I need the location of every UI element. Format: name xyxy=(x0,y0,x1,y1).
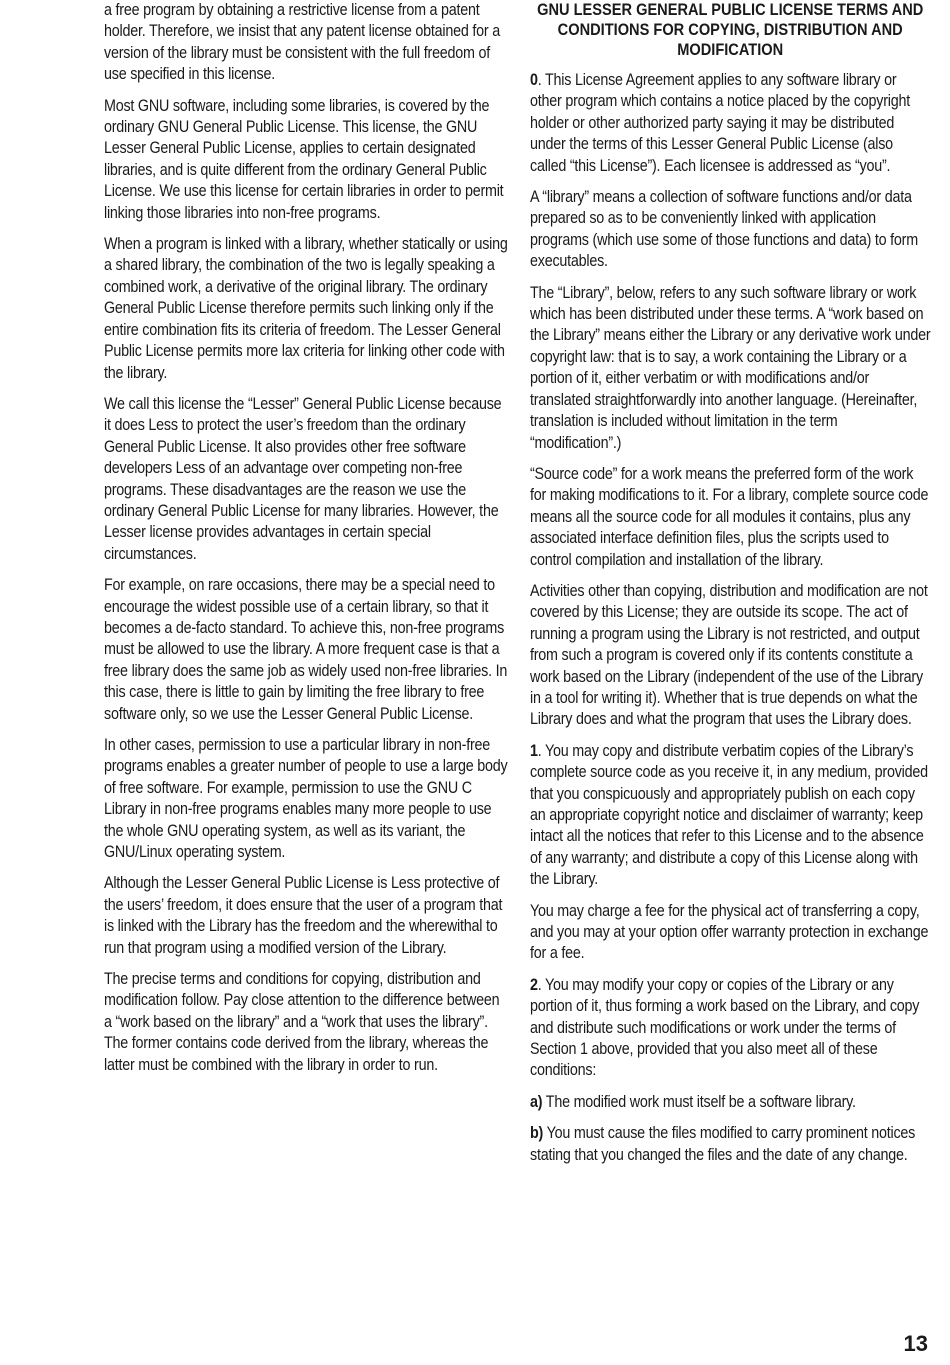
license-section-0 xyxy=(530,70,930,177)
license-paragraph xyxy=(530,581,930,731)
section-number: 0 xyxy=(530,71,538,89)
paragraph: a free program by obtaining a restrictive license from a patent holder. Therefore, we insist that any patent license obtained for a version of the library must be consistent with the full freedom of use specified in this license. xyxy=(104,1,500,84)
paragraph: The precise terms and conditions for copying, distribution and modification follow. Pay close attention to the difference between a “work based on the library” and a “work that uses the library”. The former contains code derived from the library, whereas the latter must be combined with the library in order to run. xyxy=(104,970,500,1074)
section-text: A “library” means a collection of software functions and/or data prepared so as to be conveniently linked with application programs (which use some of those functions and data) to form executables. xyxy=(530,188,918,271)
license-section-2 xyxy=(530,975,930,1082)
license-condition-b xyxy=(530,1123,930,1166)
license-condition-a xyxy=(530,1092,930,1113)
section-text: Activities other than copying, distribution and modification are not covered by this License; they are outside its scope. The act of running a program using the Library is not restricted, and output from such a program is covered only if its contents constitute a work based on the Library (independent of the use of the Library in a tool for writing it). Whether that is true depends on what the Library does and what the program that uses the Library does. xyxy=(530,581,928,729)
section-text: You must cause the files modified to carry prominent notices stating that you changed the files and the date of any change. xyxy=(530,1124,916,1164)
section-text: . You may modify your copy or copies of the Library or any portion of it, thus forming a work based on the Library, and copy and distribute such modifications or work under the terms of Section 1 above, provided that you also meet all of these conditions: xyxy=(530,975,920,1080)
license-section-1 xyxy=(530,741,930,891)
page-number: 13 xyxy=(903,1331,928,1356)
paragraph: Although the Lesser General Public License is Less protective of the users’ freedom, it does ensure that the user of a program that is linked with the Library has the freedom and the wherewithal to run that program using a modified version of the Library. xyxy=(104,874,503,957)
section-number: 2 xyxy=(530,975,538,994)
condition-label: a) xyxy=(530,1092,543,1111)
section-text: The “Library”, below, refers to any such software library or work which has been distributed under these terms. A “work based on the Library” means either the Library or any derivative work under copyright law: that is to say, a work containing the Library or a portion of it, either verbatim or with modifications and/or translated straightforwardly into another language. (Hereinafter, translation is included without limitation in the term “modification”.) xyxy=(530,283,931,452)
section-text: . You may copy and distribute verbatim copies of the Library’s complete source code as you receive it, in any medium, provided that you conspicuously and appropriately publish on each copy an appropriate copyright notice and disclaimer of warranty; keep intact all the notices that refer to this License and to the absence of any warranty; and distribute a copy of this License along with the Library. xyxy=(530,741,928,889)
section-text: . This License Agreement applies to any software library or other program which contains a notice placed by the copyright holder or other authorized party saying it may be distributed under the terms of this Lesser General Public License (also called “this License”). Each licensee is addressed as “you”. xyxy=(530,71,911,175)
paragraph: When a program is linked with a library, whether statically or using a shared library, the combination of the two is legally speaking a combined work, a derivative of the original library. The ordinary General Public License therefore permits such linking only if the entire combination fits its criteria of freedom. The Lesser General Public License permits more lax criteria for linking other code with the library. xyxy=(104,235,508,382)
license-paragraph xyxy=(530,187,930,273)
license-paragraph xyxy=(530,464,930,571)
license-paragraph xyxy=(530,283,930,454)
right-column xyxy=(530,0,930,1176)
left-column xyxy=(104,0,509,1086)
section-heading: GNU LESSER GENERAL PUBLIC LICENSE TERMS AND CONDITIONS FOR COPYING, DISTRIBUTION AND MODIFICATION xyxy=(537,0,924,59)
paragraph: We call this license the “Lesser” General Public License because it does Less to protect the user’s freedom than the ordinary General Public License. It also provides other free software developers Less of an advantage over competing non-free programs. These disadvantages are the reason we use the ordinary General Public License for many libraries. However, the Lesser license provides advantages in certain special circumstances. xyxy=(104,394,502,563)
section-number: 1 xyxy=(530,741,538,760)
condition-label: b) xyxy=(530,1124,544,1143)
section-text: The modified work must itself be a software library. xyxy=(542,1092,856,1111)
license-paragraph xyxy=(530,901,930,965)
section-text: You may charge a fee for the physical act of transferring a copy, and you may at your option offer warranty protection in exchange for a fee. xyxy=(530,901,929,963)
paragraph: Most GNU software, including some libraries, is covered by the ordinary GNU General Public License. This license, the GNU Lesser General Public License, applies to certain designated libraries, and is quite different from the ordinary General Public License. We use this license for certain libraries in order to permit linking those libraries into non-free programs. xyxy=(104,96,504,222)
paragraph: For example, on rare occasions, there may be a special need to encourage the widest possible use of a certain library, so that it becomes a de-facto standard. To achieve this, non-free programs must be allowed to use the library. A more frequent case is that a free library does the same job as widely used non-free libraries. In this case, there is little to gain by limiting the free library to free software only, so we use the Lesser General Public License. xyxy=(104,576,508,723)
section-text: “Source code” for a work means the preferred form of the work for making modifications to it. For a library, complete source code means all the source code for all modules it contains, plus any associated interface definition files, plus the scripts used to control compilation and installation of the library. xyxy=(530,464,929,569)
paragraph: In other cases, permission to use a particular library in non-free programs enables a greater number of people to use a large body of free software. For example, permission to use the GNU C Library in non-free programs enables many more people to use the whole GNU operating system, as well as its variant, the GNU/Linux operating system. xyxy=(104,736,508,862)
